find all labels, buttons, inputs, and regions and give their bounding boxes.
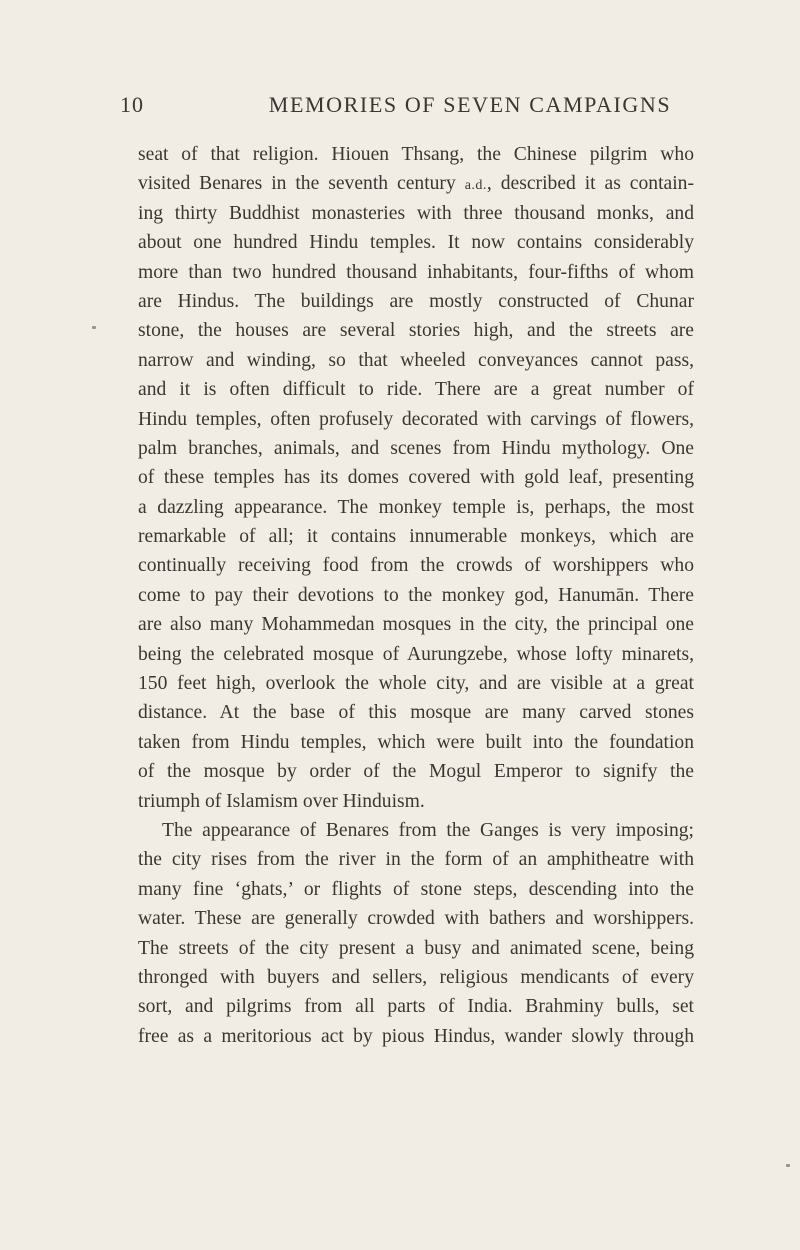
text-line: Hindu temples, often profusely decorated with carvings of flowers, (138, 408, 694, 430)
text-line: continually receiving food from the crowds of worshippers who (138, 555, 694, 577)
running-head (120, 92, 700, 122)
text-line: of the mosque by order of the Mogul Emperor to signify the (138, 761, 694, 783)
body-text (138, 140, 694, 1051)
text-line: about one hundred Hindu temples. It now contains considerably (138, 232, 694, 254)
text-line: free as a meritorious act by pious Hindus, wander slowly through (138, 1025, 694, 1047)
text-line: a dazzling appearance. The monkey temple is, perhaps, the most (138, 496, 694, 518)
text-line: many fine ‘ghats,’ or flights of stone steps, descending into the (138, 878, 694, 900)
paper-speck (786, 1164, 790, 1167)
paragraph-end-line: triumph of Islamism over Hinduism. (138, 790, 425, 812)
text-line: and it is often difficult to ride. There are a great number of (138, 379, 694, 401)
text-line: are Hindus. The buildings are mostly constructed of Chunar (138, 290, 694, 312)
text-line: being the celebrated mosque of Aurungzebe, whose lofty minarets, (138, 643, 694, 665)
text-fragment: , described it as contain- (486, 173, 694, 195)
text-line: of these temples has its domes covered with gold leaf, presenting (138, 467, 694, 489)
text-line: remarkable of all; it contains innumerable monkeys, which are (138, 526, 694, 548)
text-line: seat of that religion. Hiouen Thsang, the Chinese pilgrim who (138, 144, 694, 165)
text-line: the city rises from the river in the form of an amphitheatre with (138, 849, 694, 871)
text-line: narrow and winding, so that wheeled conveyances cannot pass, (138, 349, 694, 371)
text-line: taken from Hindu temples, which were built into the foundation (138, 731, 694, 753)
text-fragment: visited Benares in the seventh century (138, 173, 456, 195)
text-line: come to pay their devotions to the monkey god, Hanumān. There (138, 584, 694, 606)
text-line: are also many Mohammedan mosques in the city, the principal one (138, 614, 694, 636)
text-line: palm branches, animals, and scenes from Hindu mythology. One (138, 437, 694, 459)
paper-speck (92, 326, 96, 329)
era-abbreviation: a.d. (464, 178, 487, 194)
text-line: distance. At the base of this mosque are many carved stones (138, 702, 694, 724)
paragraph-start-line: The appearance of Benares from the Ganges is very imposing; (162, 819, 694, 841)
text-line: thronged with buyers and sellers, religious mendicants of every (138, 966, 694, 988)
text-line: The streets of the city present a busy and animated scene, being (138, 937, 694, 959)
text-line (138, 169, 694, 198)
text-line: sort, and pilgrims from all parts of India. Brahminy bulls, set (138, 996, 694, 1018)
text-line: water. These are generally crowded with bathers and worshippers. (138, 908, 694, 930)
text-line: ing thirty Buddhist monasteries with three thousand monks, and (138, 202, 694, 224)
running-title: MEMORIES OF SEVEN CAMPAIGNS (268, 92, 672, 117)
page-number: 10 (120, 92, 144, 117)
text-line: 150 feet high, overlook the whole city, and are visible at a great (138, 673, 694, 695)
text-line: stone, the houses are several stories high, and the streets are (138, 320, 694, 342)
text-line: more than two hundred thousand inhabitants, four-fifths of whom (138, 261, 694, 283)
